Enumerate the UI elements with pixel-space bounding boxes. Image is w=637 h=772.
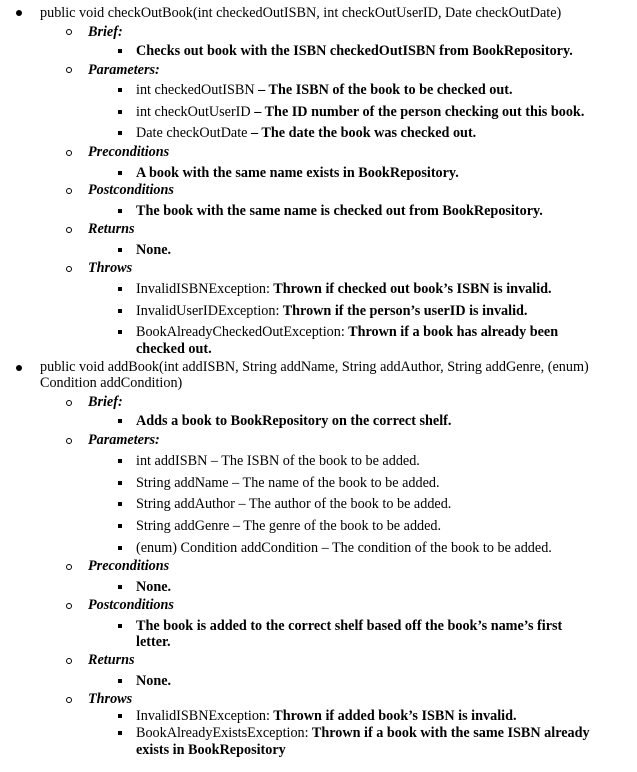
- item-bullet: [118, 248, 122, 252]
- item-bullet: [118, 502, 122, 506]
- method-bullet: [16, 365, 22, 371]
- section-bullet: [66, 697, 72, 703]
- item-bullet: [118, 330, 122, 334]
- method-bullet: [16, 10, 22, 16]
- brief-text: Checks out book with the ISBN checkedOutISBN from BookRepository.: [136, 43, 573, 59]
- parameter-item: String addName – The name of the book to be added.: [136, 475, 440, 491]
- parameter-name: int checkOutUserID: [136, 104, 251, 120]
- item-bullet: [118, 419, 122, 423]
- exception-item: [136, 725, 590, 741]
- section-bullet: [66, 188, 72, 194]
- returns-text: None.: [136, 673, 172, 689]
- throws-heading: Throws: [88, 691, 133, 707]
- preconditions-heading: Preconditions: [88, 558, 170, 574]
- parameters-heading: Parameters:: [88, 62, 160, 78]
- section-bullet: [66, 150, 72, 156]
- item-bullet: [118, 546, 122, 550]
- item-bullet: [118, 731, 122, 735]
- exception-description-continued: checked out.: [136, 341, 212, 357]
- item-bullet: [118, 524, 122, 528]
- parameter-item: [136, 82, 513, 98]
- postconditions-heading: Postconditions: [88, 182, 174, 198]
- exception-item: [136, 303, 527, 319]
- exception-description: Thrown if a book with the same ISBN already: [308, 725, 590, 741]
- parameter-item: [136, 125, 476, 141]
- exception-description: Thrown if the person’s userID is invalid.: [279, 303, 528, 319]
- exception-item: [136, 281, 552, 297]
- item-bullet: [118, 110, 122, 114]
- item-bullet: [118, 309, 122, 313]
- exception-name: BookAlreadyExistsException:: [136, 725, 309, 741]
- postcondition-text: The book is added to the correct shelf based off the book’s name’s first: [136, 618, 563, 634]
- item-bullet: [118, 714, 122, 718]
- parameter-name: Date checkOutDate: [136, 125, 248, 141]
- parameter-item: int addISBN – The ISBN of the book to be added.: [136, 453, 420, 469]
- brief-text: Adds a book to BookRepository on the correct shelf.: [136, 413, 452, 429]
- exception-item: [136, 708, 517, 724]
- exception-name: InvalidISBNException:: [136, 281, 270, 297]
- section-bullet: [66, 564, 72, 570]
- returns-text: None.: [136, 242, 172, 258]
- exception-name: InvalidISBNException:: [136, 708, 270, 724]
- item-bullet: [118, 209, 122, 213]
- item-bullet: [118, 679, 122, 683]
- section-bullet: [66, 658, 72, 664]
- method-signature: public void checkOutBook(int checkedOutISBN, int checkOutUserID, Date checkOutDate): [40, 5, 562, 21]
- postcondition-text: The book with the same name is checked out from BookRepository.: [136, 203, 543, 219]
- item-bullet: [118, 88, 122, 92]
- parameter-description: – The ID number of the person checking out this book.: [250, 104, 585, 120]
- returns-heading: Returns: [88, 652, 135, 668]
- parameter-description: – The ISBN of the book to be checked out.: [254, 82, 513, 98]
- brief-heading: Brief:: [88, 394, 123, 410]
- exception-item: [136, 324, 558, 340]
- item-bullet: [118, 481, 122, 485]
- item-bullet: [118, 459, 122, 463]
- item-bullet: [118, 49, 122, 53]
- section-bullet: [66, 438, 72, 444]
- postcondition-text-continued: letter.: [136, 634, 171, 650]
- exception-description: Thrown if a book has already been: [344, 324, 559, 340]
- item-bullet: [118, 131, 122, 135]
- method-signature-continued: Condition addCondition): [40, 375, 183, 391]
- exception-description: Thrown if added book’s ISBN is invalid.: [269, 708, 517, 724]
- section-bullet: [66, 603, 72, 609]
- returns-heading: Returns: [88, 221, 135, 237]
- parameter-item: [136, 104, 584, 120]
- postconditions-heading: Postconditions: [88, 597, 174, 613]
- exception-name: InvalidUserIDException:: [136, 303, 280, 319]
- parameter-description: – The date the book was checked out.: [247, 125, 477, 141]
- method-signature: public void addBook(int addISBN, String addName, String addAuthor, String addGenre, (enum): [40, 359, 589, 375]
- section-bullet: [66, 67, 72, 73]
- item-bullet: [118, 585, 122, 589]
- parameters-heading: Parameters:: [88, 432, 160, 448]
- brief-heading: Brief:: [88, 24, 123, 40]
- preconditions-heading: Preconditions: [88, 144, 170, 160]
- exception-description-continued: exists in BookRepository: [136, 742, 286, 758]
- section-bullet: [66, 227, 72, 233]
- item-bullet: [118, 624, 122, 628]
- precondition-text: A book with the same name exists in BookRepository.: [136, 165, 459, 181]
- exception-description: Thrown if checked out book’s ISBN is invalid.: [269, 281, 552, 297]
- throws-heading: Throws: [88, 260, 133, 276]
- item-bullet: [118, 171, 122, 175]
- section-bullet: [66, 266, 72, 272]
- item-bullet: [118, 287, 122, 291]
- section-bullet: [66, 400, 72, 406]
- precondition-text: None.: [136, 579, 172, 595]
- parameter-item: String addGenre – The genre of the book to be added.: [136, 518, 442, 534]
- section-bullet: [66, 29, 72, 35]
- parameter-item: (enum) Condition addCondition – The condition of the book to be added.: [136, 540, 552, 556]
- exception-name: BookAlreadyCheckedOutException:: [136, 324, 345, 340]
- parameter-name: int checkedOutISBN: [136, 82, 255, 98]
- parameter-item: String addAuthor – The author of the book to be added.: [136, 496, 452, 512]
